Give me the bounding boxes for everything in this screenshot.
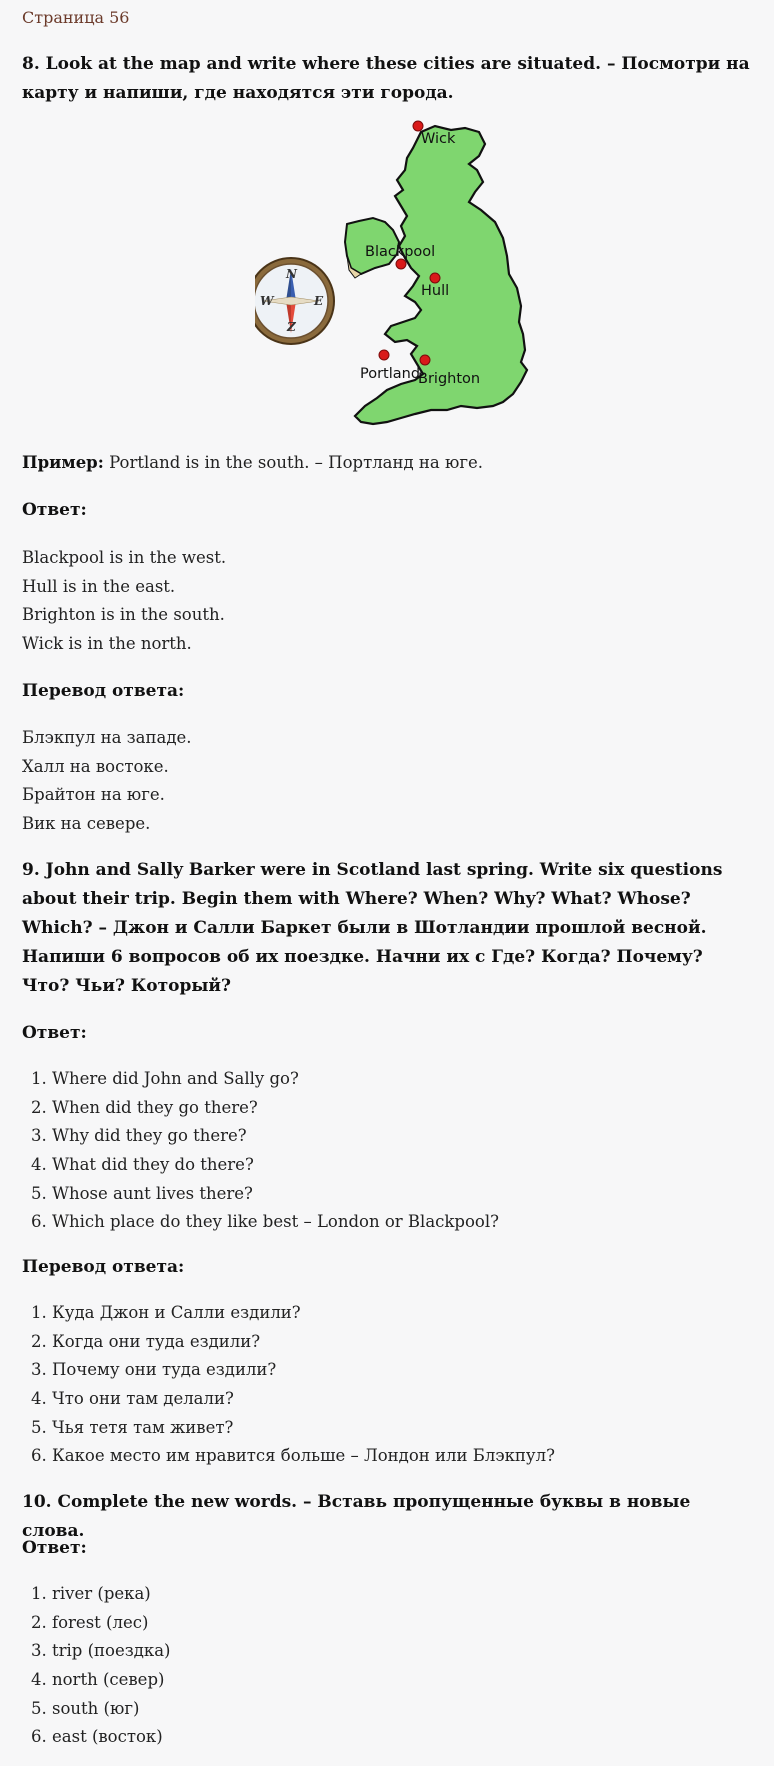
list-item: 6. east (восток) <box>52 1723 170 1752</box>
compass-icon <box>255 258 334 344</box>
example-text: Portland is in the south. – Портланд на юге. <box>103 453 484 472</box>
task-9-title: 9. John and Sally Barker were in Scotland last spring. Write six questions about their trip. Begin them with Where? When? Why? What? Whose? Which? – Джон и Салли Баркет были в Шотландии прошлой весной. Напиши 6 вопросов об их поездке. Начни их с Где? Когда? Почему? Что? Чьи? Который? <box>22 860 723 996</box>
portland-label: Portland <box>360 366 421 382</box>
hull-label: Hull <box>421 283 450 299</box>
list-item: 4. north (север) <box>52 1666 170 1695</box>
list-item: 3. Почему они туда ездили? <box>52 1356 555 1385</box>
list-item: 4. What did they do there? <box>52 1151 499 1180</box>
task-8-title: 8. Look at the map and write where these cities are situated. – Посмотри на карту и напиши, где находятся эти города. <box>22 54 750 103</box>
task-9-answer-list <box>22 1065 499 1237</box>
list-item: 6. Which place do they like best – London or Blackpool? <box>52 1208 499 1237</box>
task-10-title: 10. Complete the new words. – Вставь пропущенные буквы в новые слова. <box>22 1492 691 1541</box>
list-item: 1. river (река) <box>52 1580 170 1609</box>
example-line <box>22 453 483 472</box>
example-label: Пример: <box>22 453 104 472</box>
list-item: 5. Whose aunt lives there? <box>52 1180 499 1209</box>
list-item: 6. Какое место им нравится больше – Лондон или Блэкпул? <box>52 1442 555 1471</box>
uk-map-svg <box>255 118 555 438</box>
task-8-answer-2: Hull is in the east. <box>22 577 176 596</box>
task-10-answer-list <box>22 1580 170 1752</box>
page-number-link[interactable]: Страница 56 <box>22 8 130 27</box>
wick-label: Wick <box>421 131 456 147</box>
list-item: 3. Why did they go there? <box>52 1122 499 1151</box>
compass-east-label: E <box>314 294 324 308</box>
list-item: 2. forest (лес) <box>52 1609 170 1638</box>
task-8-translation-1: Блэкпул на западе. <box>22 728 192 747</box>
task-8-answer-3: Brighton is in the south. <box>22 605 225 624</box>
task-8-answer-label: Ответ: <box>22 500 87 520</box>
portland-dot <box>379 350 389 360</box>
wick-dot <box>413 121 423 131</box>
task-9-translation-list <box>22 1299 555 1471</box>
task-8-translation-4: Вик на севере. <box>22 814 151 833</box>
hull-dot <box>430 273 440 283</box>
list-item: 5. Чья тетя там живет? <box>52 1414 555 1443</box>
compass-north-label: N <box>286 267 297 281</box>
blackpool-label: Blackpool <box>365 244 436 260</box>
list-item: 1. Куда Джон и Салли ездили? <box>52 1299 555 1328</box>
task-8-translation-3: Брайтон на юге. <box>22 785 165 804</box>
list-item: 2. When did they go there? <box>52 1094 499 1123</box>
task-8-answer-4: Wick is in the north. <box>22 634 192 653</box>
task-8-translation-2: Халл на востоке. <box>22 757 169 776</box>
list-item: 3. trip (поездка) <box>52 1637 170 1666</box>
list-item: 2. Когда они туда ездили? <box>52 1328 555 1357</box>
list-item: 5. south (юг) <box>52 1695 170 1724</box>
blackpool-dot <box>396 259 406 269</box>
uk-map-figure <box>255 118 555 438</box>
compass-west-label: W <box>260 294 274 308</box>
list-item: 4. Что они там делали? <box>52 1385 555 1414</box>
brighton-dot <box>420 355 430 365</box>
task-9-answer-label: Ответ: <box>22 1023 87 1043</box>
task-10-answer-label: Ответ: <box>22 1538 87 1558</box>
brighton-label: Brighton <box>418 371 481 387</box>
compass-south-label: Z <box>287 320 296 334</box>
list-item: 1. Where did John and Sally go? <box>52 1065 499 1094</box>
task-9-translation-label: Перевод ответа: <box>22 1257 185 1277</box>
task-8-answer-1: Blackpool is in the west. <box>22 548 227 567</box>
task-8-translation-label: Перевод ответа: <box>22 681 185 701</box>
